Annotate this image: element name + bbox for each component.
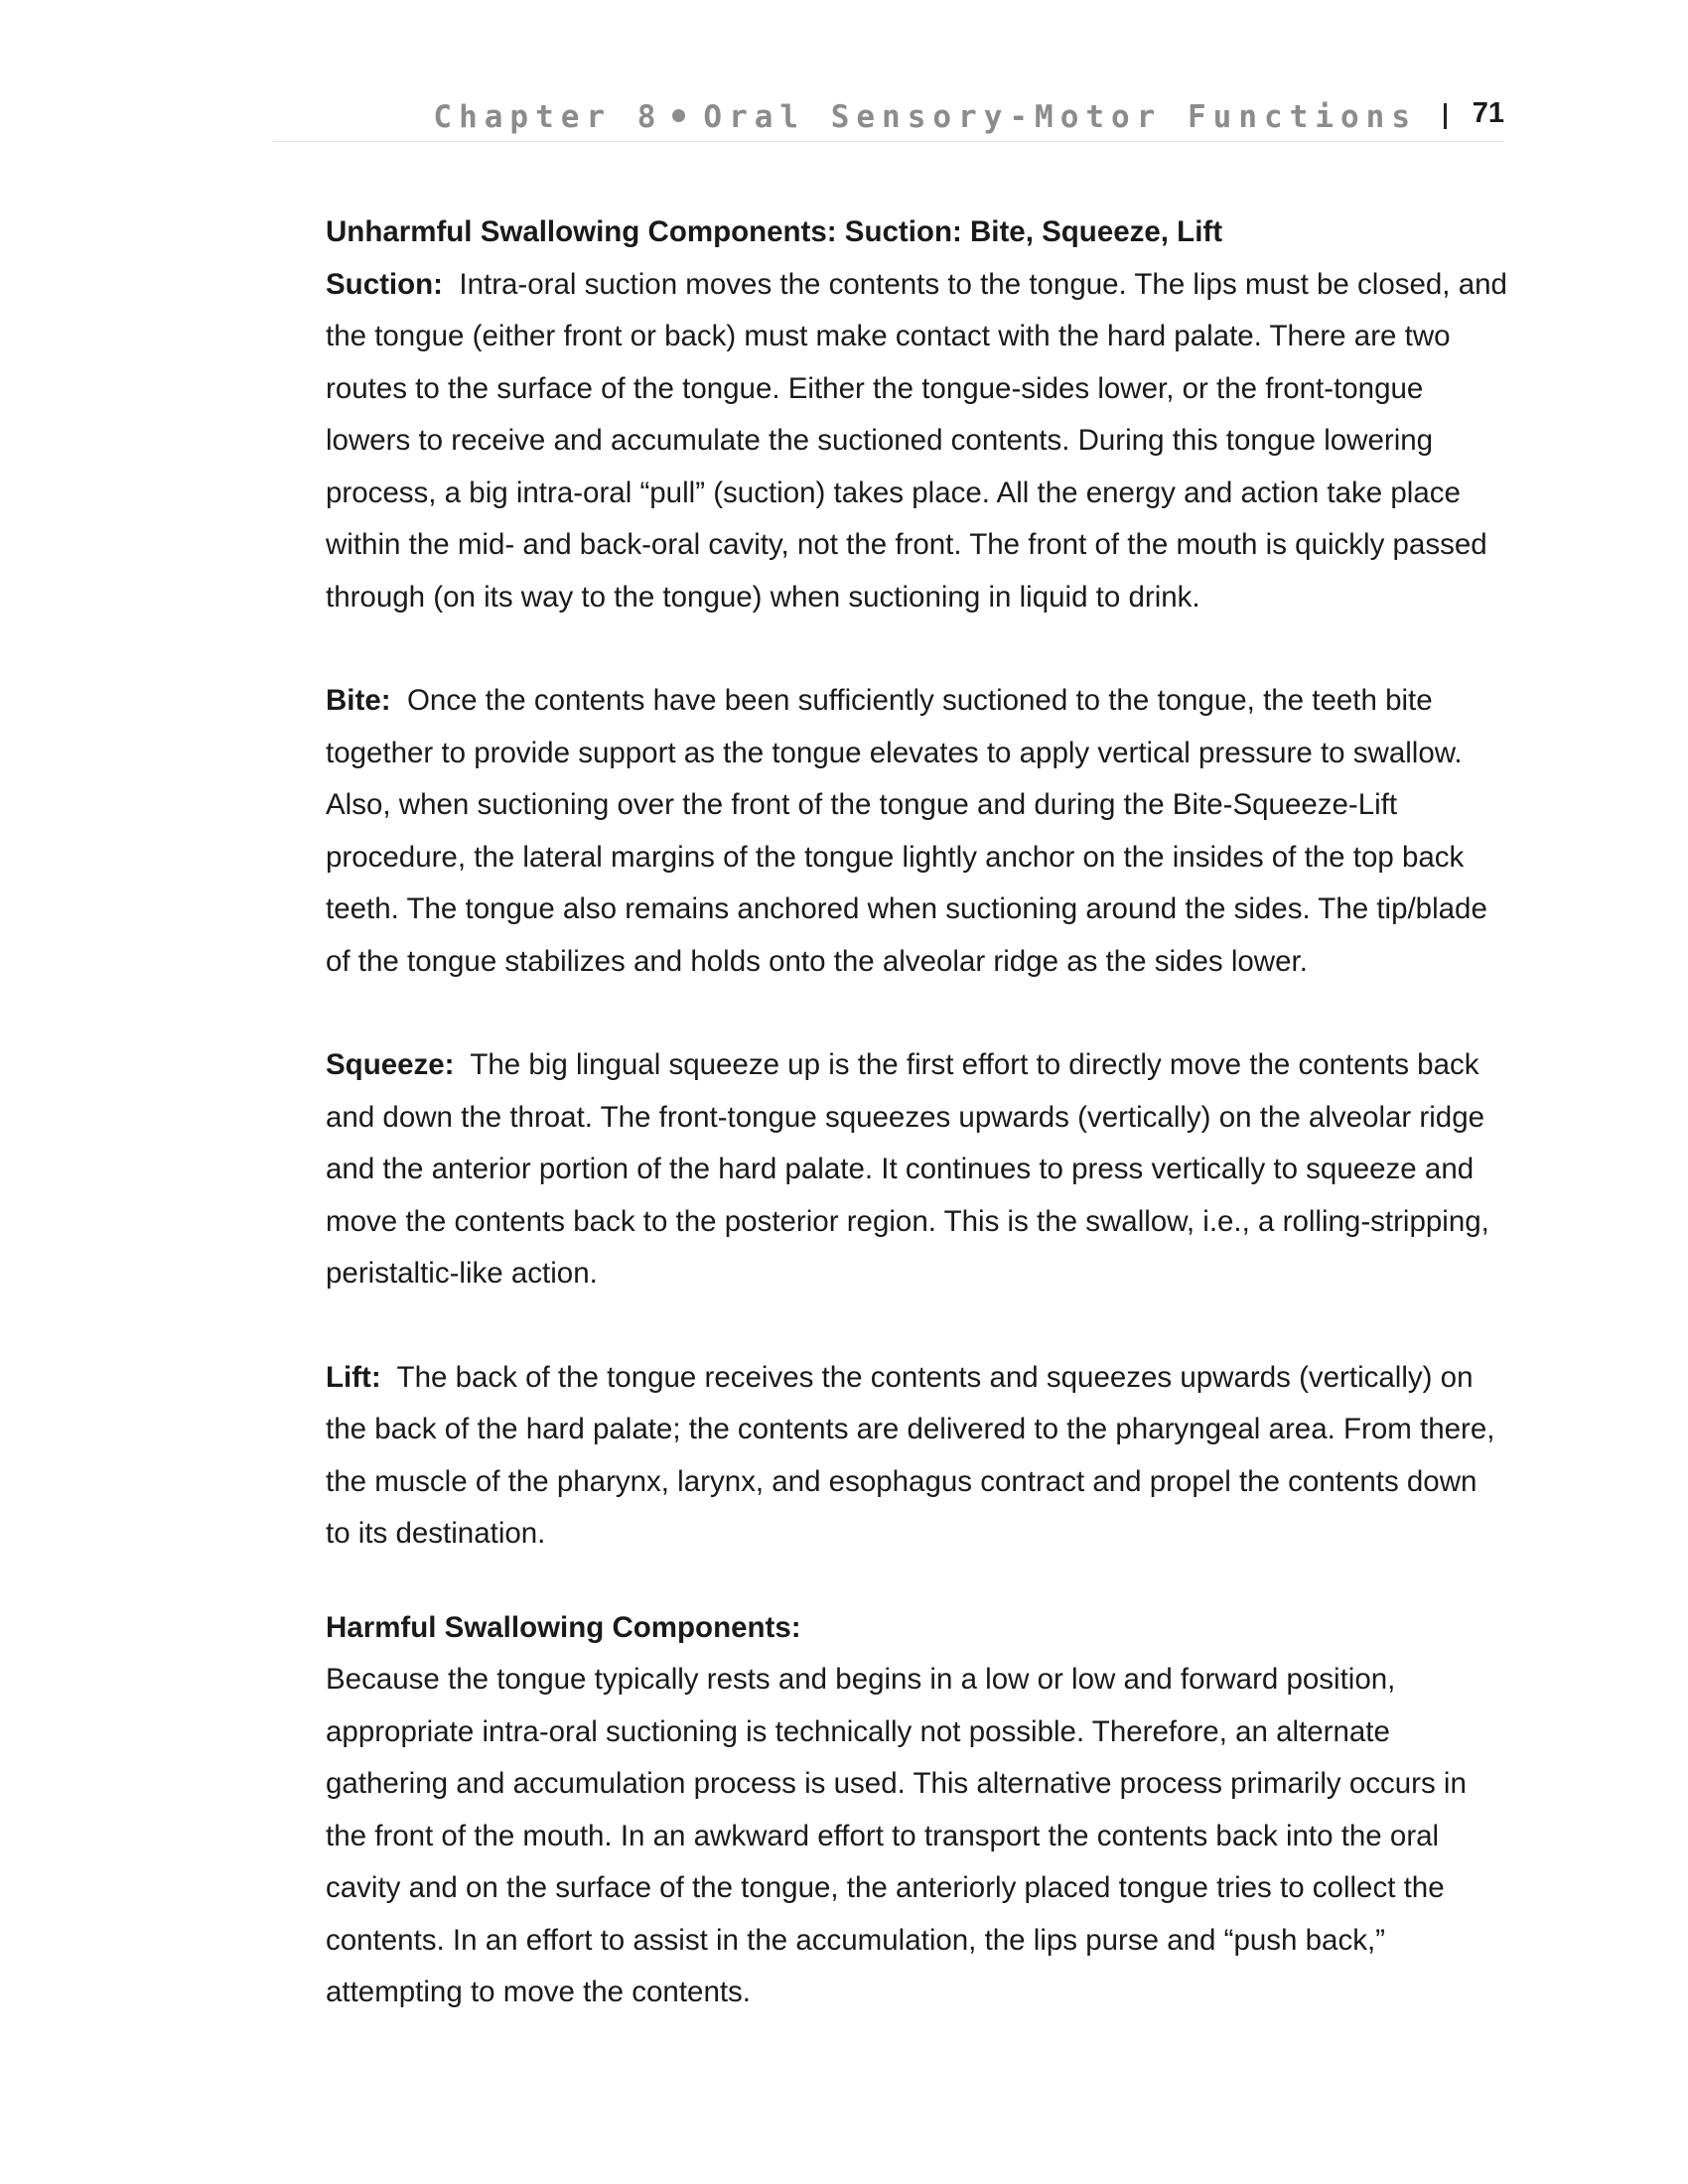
bite-label: Bite: (326, 684, 391, 717)
header-divider (1444, 103, 1447, 129)
squeeze-paragraph (326, 1039, 1507, 1300)
suction-text: Intra-oral suction moves the contents to the tongue. The lips must be closed, and the tongue (either front or back) must make contact with the hard palate. There are two routes to the surface of the tongue. Either the tongue-sides lower, or the front-tongue lowers to receive and accumulate the suctioned contents. During this tongue lowering process, a big intra-oral “pull” (suction) takes place. All the energy and action take place within the mid- and back-oral cavity, not the front. The front of the mouth is quickly passed through (on its way to the tongue) when suctioning in liquid to drink. (326, 267, 1507, 614)
bullet-separator-icon (672, 109, 685, 122)
harmful-paragraph: Because the tongue typically rests and begins in a low or low and forward position, appropriate intra-oral suctioning is technically not possible. Therefore, an alternate gathering and accumulation process is used. This alternative process primarily occurs in the front of the mouth. In an awkward effort to transport the contents back into the oral cavity and on the surface of the tongue, the anteriorly placed tongue tries to collect the contents. In an effort to assist in the accumulation, the lips purse and “push back,” attempting to move the contents. (326, 1663, 1467, 2008)
bite-text: Once the contents have been sufficiently suctioned to the tongue, the teeth bite together to provide support as the tongue elevates to apply vertical pressure to swallow. Also, when suctioning over the front of the tongue and during the Bite-Squeeze-Lift procedure, the lateral margins of the tongue lightly anchor on the insides of the top back teeth. The tongue also remains anchored when suctioning around the sides. The tip/blade of the tongue stabilizes and holds onto the alveolar ridge as the sides lower. (326, 684, 1487, 978)
lift-label: Lift: (326, 1360, 381, 1394)
chapter-header (433, 99, 1417, 135)
unharmful-heading: Unharmful Swallowing Components: Suction: Bite, Squeeze, Lift (326, 215, 1223, 248)
chapter-title: Oral Sensory-Motor Functions (703, 99, 1417, 135)
lift-text: The back of the tongue receives the contents and squeezes upwards (vertically) on the back of the hard palate; the contents are delivered to the pharyngeal area. From there, the muscle of the pharynx, larynx, and esophagus contract and propel the contents down to its destination. (326, 1360, 1495, 1550)
running-header (273, 95, 1504, 142)
suction-label: Suction: (326, 267, 443, 301)
page-number: 71 (1472, 97, 1504, 129)
suction-paragraph (326, 259, 1507, 624)
squeeze-text: The big lingual squeeze up is the first effort to directly move the contents back and down the throat. The front-tongue squeezes upwards (vertically) on the alveolar ridge and the anterior portion of the hard palate. It continues to press vertically to squeeze and move the contents back to the posterior region. This is the swallow, i.e., a rolling-stripping, peristaltic-like action. (326, 1048, 1489, 1290)
bite-paragraph (326, 675, 1507, 988)
page-body (326, 206, 1507, 2019)
chapter-label: Chapter 8 (433, 99, 663, 135)
squeeze-label: Squeeze: (326, 1048, 455, 1081)
lift-paragraph (326, 1352, 1507, 1561)
harmful-heading: Harmful Swallowing Components: (326, 1610, 801, 1644)
